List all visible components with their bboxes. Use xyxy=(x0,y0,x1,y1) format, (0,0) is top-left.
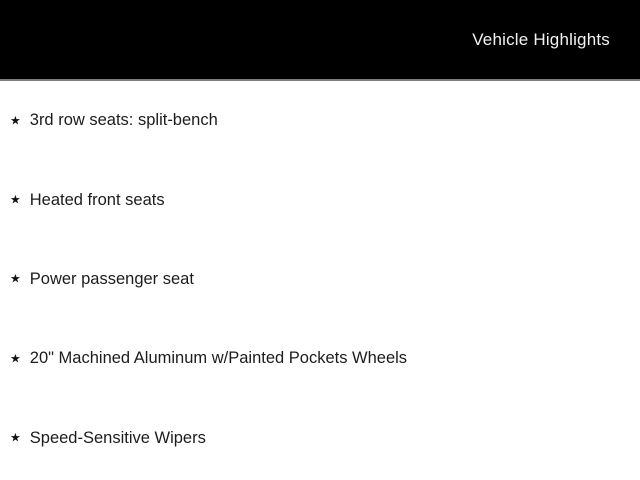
highlight-list-item xyxy=(0,240,640,319)
highlight-list-item xyxy=(0,160,640,239)
star-bullet-icon: ★ xyxy=(10,430,21,445)
highlight-list-item xyxy=(0,81,640,160)
highlight-list-item xyxy=(0,319,640,398)
page-title: Vehicle Highlights xyxy=(472,29,610,49)
star-bullet-icon: ★ xyxy=(10,351,21,366)
highlight-label: 20" Machined Aluminum w/Painted Pockets Wheels xyxy=(29,349,408,368)
highlight-label: Heated front seats xyxy=(29,190,165,209)
highlight-label: 3rd row seats: split-bench xyxy=(29,111,218,130)
star-bullet-icon: ★ xyxy=(10,271,21,286)
highlight-label: Power passenger seat xyxy=(29,269,194,288)
highlights-list xyxy=(0,81,640,478)
star-bullet-icon: ★ xyxy=(10,113,21,128)
star-bullet-icon: ★ xyxy=(10,192,21,207)
header-bar xyxy=(0,0,640,81)
highlight-label: Speed-Sensitive Wipers xyxy=(29,428,206,447)
highlight-list-item xyxy=(0,399,640,478)
